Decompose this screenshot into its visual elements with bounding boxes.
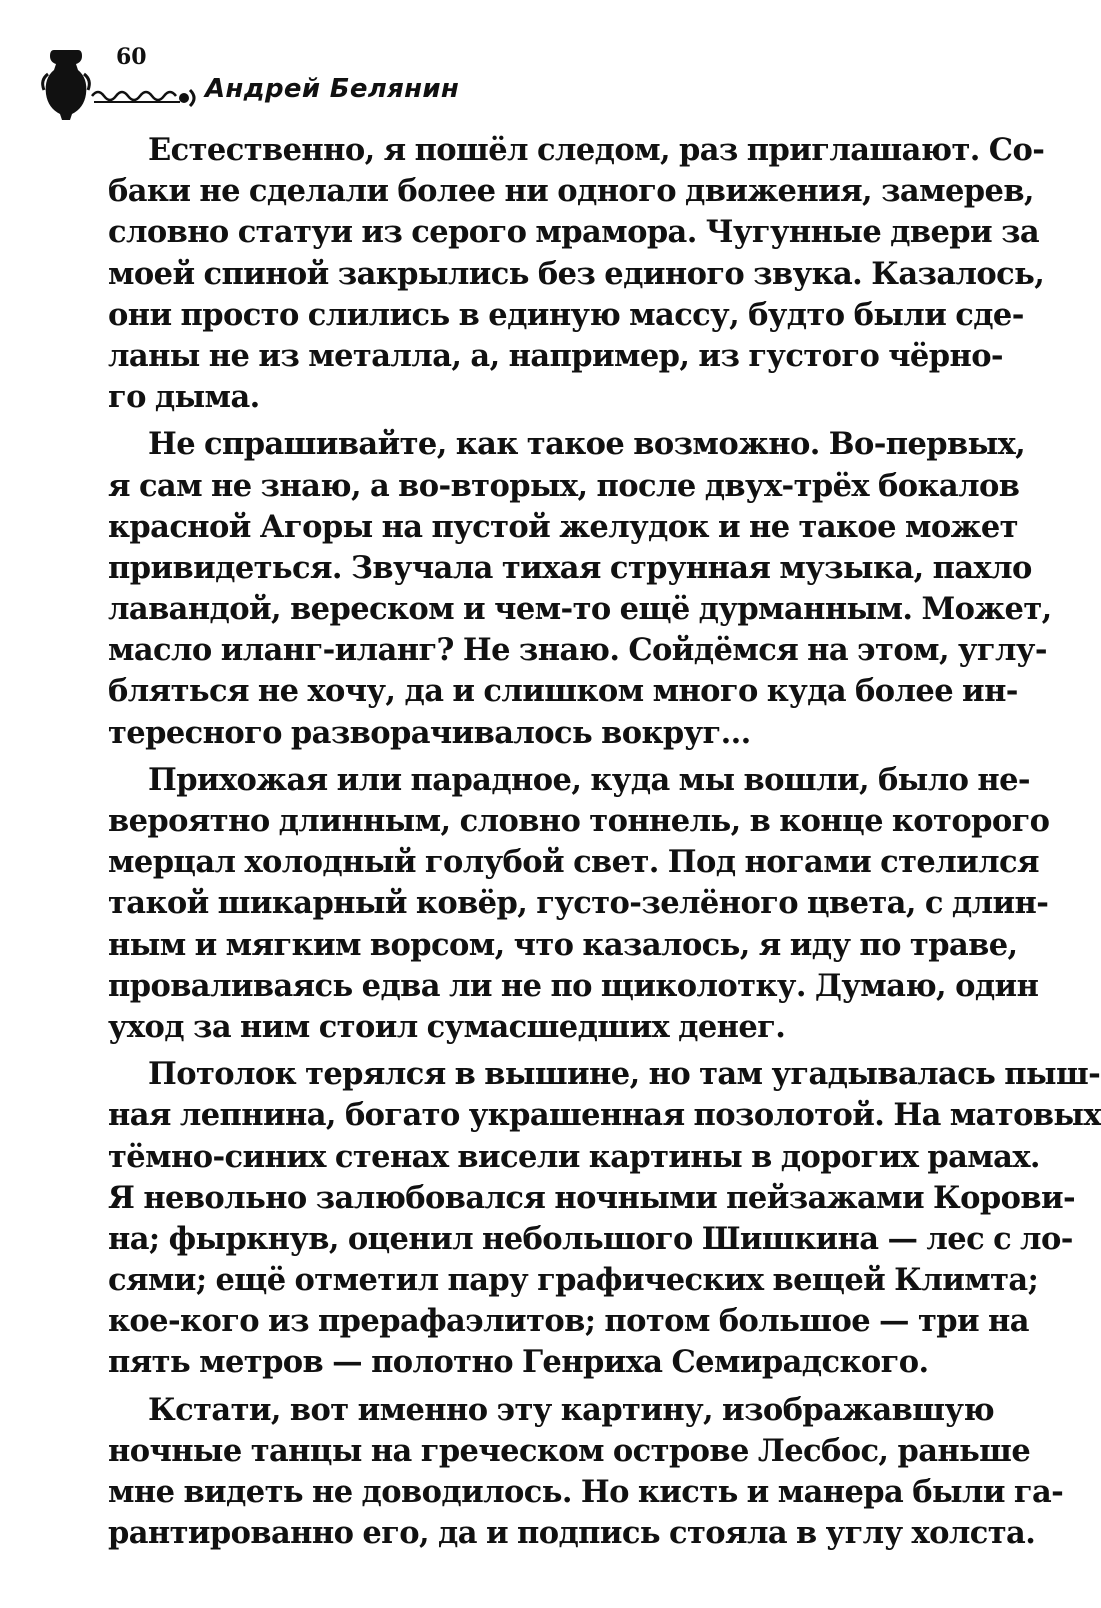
paragraph xyxy=(108,424,1052,754)
text-line: я сам не знаю, а во-вторых, после двух-трёх бокалов xyxy=(108,467,1020,504)
text-line: они просто слились в единую массу, будто были сде- xyxy=(108,296,1024,333)
page-header xyxy=(40,40,960,120)
text-line: вероятно длинным, словно тоннель, в конце которого xyxy=(108,803,1050,839)
text-line: такой шикарный ковёр, густо-зелёного цвета, с длин- xyxy=(108,885,1049,922)
paragraph xyxy=(108,760,1050,1048)
body-text xyxy=(108,130,1101,1570)
text-line: баки не сделали более ни одного движения, замерев, xyxy=(108,173,1034,210)
text-line: ным и мягким ворсом, что казалось, я иду по траве, xyxy=(108,926,1018,963)
text-line: Потолок терялся в вышине, но там угадывалась пыш- xyxy=(148,1056,1101,1093)
text-line: уход за ним стоил сумасшедших денег. xyxy=(108,1008,786,1045)
text-line: ланы не из металла, а, например, из густого чёрно- xyxy=(108,337,1003,374)
text-line: го дыма. xyxy=(108,379,260,416)
text-line: рантированно его, да и подпись стояла в углу холста. xyxy=(108,1515,1036,1552)
text-line: привидеться. Звучала тихая струнная музыка, пахло xyxy=(108,549,1032,586)
text-line: моей спиной закрылись без единого звука. Казалось, xyxy=(108,255,1045,292)
text-line: тёмно-синих стенах висели картины в дорогих рамах. xyxy=(108,1138,1040,1175)
running-head-author: Андрей Белянин xyxy=(205,74,460,104)
paragraph xyxy=(108,1054,1101,1384)
text-line: тересного разворачивалось вокруг... xyxy=(108,714,751,751)
text-line: лавандой, вереском и чем-то ещё дурманным. Может, xyxy=(108,591,1052,628)
text-line: пять метров — полотно Генриха Семирадского. xyxy=(108,1344,929,1381)
text-line: бляться не хочу, да и слишком много куда более ин- xyxy=(108,673,1018,710)
text-line: сями; ещё отметил пару графических вещей Климта; xyxy=(108,1262,1039,1299)
text-line: проваливаясь едва ли не по щиколотку. Думаю, один xyxy=(108,967,1039,1004)
text-line: ночные танцы на греческом острове Лесбос, раньше xyxy=(108,1432,1031,1469)
text-line: ная лепнина, богато украшенная позолотой. На матовых xyxy=(108,1097,1101,1134)
text-line: масло иланг-иланг? Не знаю. Сойдёмся на этом, углу- xyxy=(108,632,1047,669)
text-line: Кстати, вот именно эту картину, изображавшую xyxy=(148,1391,995,1428)
paragraph xyxy=(108,1390,1064,1555)
text-line: кое-кого из прерафаэлитов; потом большое — три на xyxy=(108,1303,1029,1340)
text-line: красной Агоры на пустой желудок и не такое может xyxy=(108,508,1018,545)
text-line: мерцал холодный голубой свет. Под ногами стелился xyxy=(108,844,1039,881)
text-line: Прихожая или парадное, куда мы вошли, было не- xyxy=(148,761,1030,798)
text-line: на; фыркнув, оценил небольшого Шишкина — лес с ло- xyxy=(108,1220,1073,1257)
text-line: Естественно, я пошёл следом, раз приглашают. Со- xyxy=(148,132,1045,168)
page-number: 60 xyxy=(116,44,147,70)
text-line: словно статуи из серого мрамора. Чугунные двери за xyxy=(108,214,1040,251)
text-line: мне видеть не доводилось. Но кисть и манера были га- xyxy=(108,1474,1064,1510)
paragraph xyxy=(108,130,1045,418)
text-line: Не спрашивайте, как такое возможно. Во-первых, xyxy=(148,426,1026,463)
text-line: Я невольно залюбовался ночными пейзажами Корови- xyxy=(108,1179,1076,1216)
